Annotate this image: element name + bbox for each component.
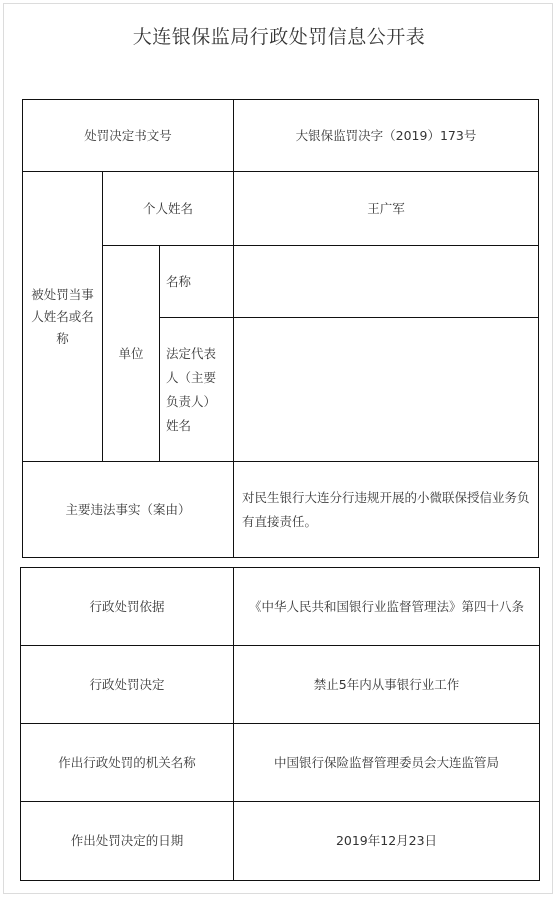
doc-no-value: 大银保监罚决字（2019）173号 bbox=[295, 127, 477, 143]
basis-value: 《中华人民共和国银行业监督管理法》第四十八条 bbox=[248, 598, 524, 614]
authority-value: 中国银行保险监督管理委员会大连监管局 bbox=[273, 754, 499, 770]
party-label: 被处罚当事人姓名或名称 bbox=[31, 286, 94, 346]
page-title: 大连银保监局行政处罚信息公开表 bbox=[132, 26, 426, 48]
facts-label: 主要违法事实（案由） bbox=[65, 501, 191, 517]
person-value: 王广军 bbox=[367, 200, 405, 216]
person-label: 个人姓名 bbox=[142, 200, 193, 216]
facts-value: 对民生银行大连分行违规开展的小微联保授信业务负有直接责任。 bbox=[242, 489, 530, 529]
authority-label: 作出行政处罚的机关名称 bbox=[58, 754, 196, 770]
doc-no-label: 处罚决定书文号 bbox=[84, 127, 172, 143]
unit-name-value bbox=[234, 246, 538, 317]
unit-label: 单位 bbox=[118, 345, 144, 361]
t1-border-bottom bbox=[22, 557, 539, 558]
decision-value: 禁止5年内从事银行业工作 bbox=[313, 676, 460, 692]
date-value: 2019年12月23日 bbox=[335, 833, 438, 848]
legal-rep-value bbox=[234, 318, 538, 461]
date-label: 作出处罚决定的日期 bbox=[70, 833, 184, 848]
unit-name-label: 名称 bbox=[166, 273, 192, 289]
t2-border-right bbox=[539, 567, 540, 881]
basis-label: 行政处罚依据 bbox=[89, 598, 165, 614]
t2-border-bottom bbox=[20, 880, 540, 881]
legal-rep-label: 法定代表人（主要负责人）姓名 bbox=[166, 345, 217, 433]
decision-label: 行政处罚决定 bbox=[89, 676, 165, 692]
t1-border-right bbox=[538, 99, 539, 558]
